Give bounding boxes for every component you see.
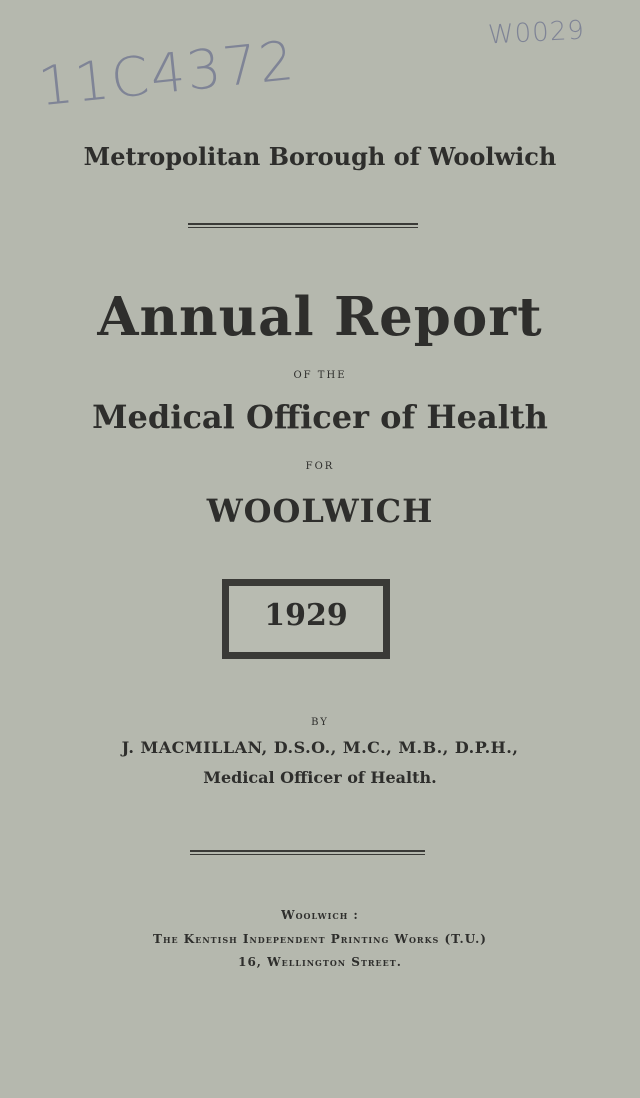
of-the-label: OF THE [293,370,347,381]
handwritten-shelf-mark: W0029 [487,15,586,51]
by-label: BY [311,717,329,728]
report-title: Annual Report [97,286,543,348]
author-name: J. MACMILLAN, D.S.O., M.C., M.B., D.P.H., [121,738,519,757]
report-subtitle: Medical Officer of Health [92,398,548,436]
borough-heading: Metropolitan Borough of Woolwich [83,142,557,171]
bottom-divider [190,850,425,852]
imprint-printer: The Kentish Independent Printing Works (T.U.) [153,932,487,946]
imprint-place: Woolwich : [281,908,359,922]
top-divider [188,223,418,225]
year-frame [222,579,390,659]
author-title: Medical Officer of Health. [203,768,437,787]
report-year: 1929 [264,598,348,633]
for-label: FOR [305,461,335,472]
place-name: WOOLWICH [206,492,434,530]
handwritten-catalog-number: 11C4372 [35,28,299,119]
imprint-address: 16, Wellington Street. [238,955,402,969]
